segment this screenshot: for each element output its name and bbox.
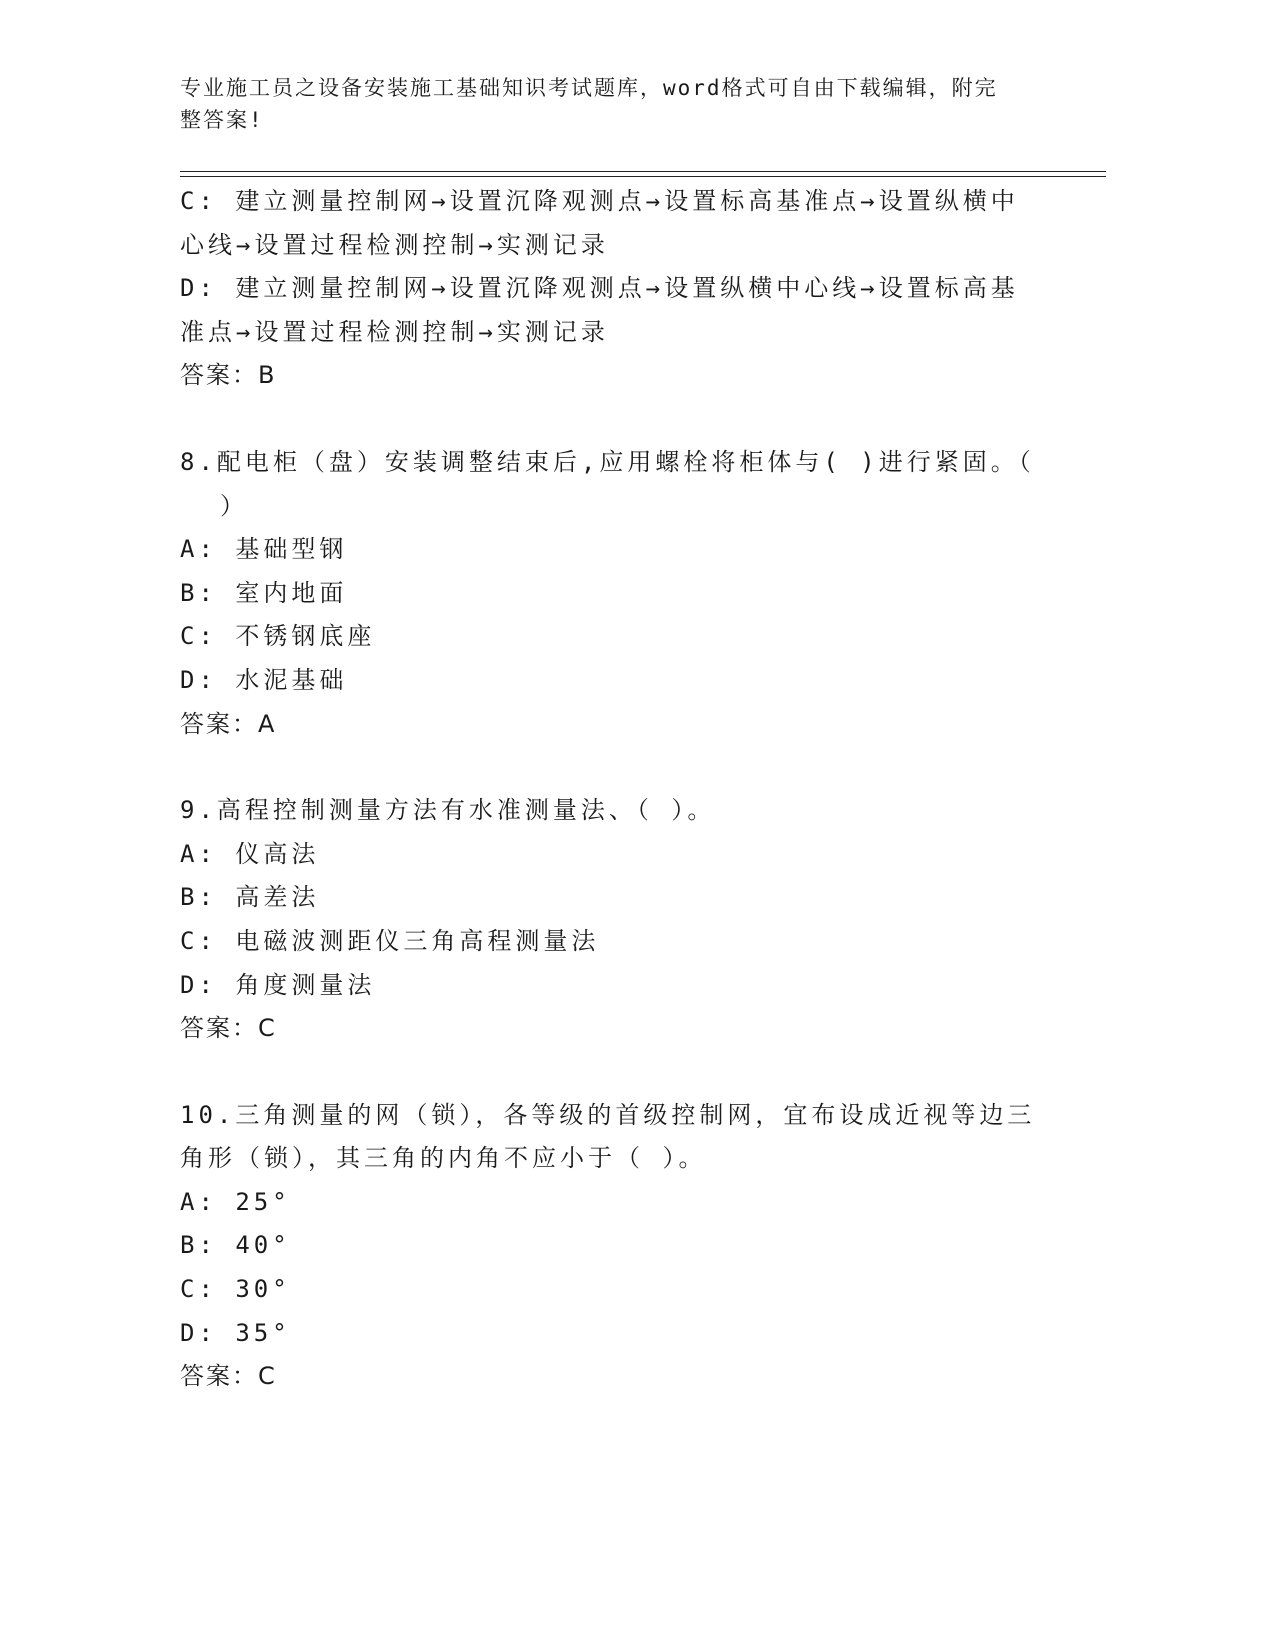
header-divider-top <box>180 171 1106 172</box>
header-line-1: 专业施工员之设备安装施工基础知识考试题库，word格式可自由下载编辑，附完 <box>180 76 998 100</box>
option-a: A: 仪高法 <box>180 839 320 868</box>
option-d-line-2: 准点→设置过程检测控制→实测记录 <box>180 317 609 346</box>
option-b: B: 室内地面 <box>180 578 348 607</box>
option-c: C: 不锈钢底座 <box>180 622 376 651</box>
question-content <box>180 180 1040 1399</box>
question-stem-line-1: 10.三角测量的网（锁），各等级的首级控制网，宜布设成近视等边三 <box>180 1100 1036 1129</box>
option-a: A: 基础型钢 <box>180 535 348 564</box>
header-divider-bottom <box>180 176 1106 177</box>
answer-label: 答案：C <box>180 1014 277 1043</box>
question-10 <box>180 1094 1040 1399</box>
question-8 <box>180 441 1040 746</box>
question-9 <box>180 789 1040 1051</box>
question-stem: 9.高程控制测量方法有水准测量法、（ ）。 <box>180 796 716 825</box>
option-b: B: 40° <box>180 1231 291 1260</box>
option-d: D: 角度测量法 <box>180 970 376 999</box>
document-header <box>180 72 1040 136</box>
spacer <box>180 1051 1040 1094</box>
option-a: A: 25° <box>180 1187 291 1216</box>
option-d: D: 水泥基础 <box>180 665 348 694</box>
option-c-line-2: 心线→设置过程检测控制→实测记录 <box>180 230 609 259</box>
header-line-2: 整答案! <box>180 108 264 132</box>
option-c-line-1: C: 建立测量控制网→设置沉降观测点→设置标高基准点→设置纵横中 <box>180 187 1019 215</box>
answer-label: 答案：A <box>180 709 277 738</box>
question-stem-line-2: 角形（锁），其三角的内角不应小于（ ）。 <box>180 1144 707 1173</box>
answer-label: 答案：B <box>180 361 277 390</box>
option-d: D: 35° <box>180 1318 291 1347</box>
option-c: C: 电磁波测距仪三角高程测量法 <box>180 926 600 955</box>
option-c: C: 30° <box>180 1275 291 1304</box>
answer-label: 答案：C <box>180 1362 277 1391</box>
option-d-line-1: D: 建立测量控制网→设置沉降观测点→设置纵横中心线→设置标高基 <box>180 274 1019 303</box>
spacer <box>180 398 1040 441</box>
question-7-tail <box>180 180 1040 398</box>
option-b: B: 高差法 <box>180 883 320 912</box>
question-stem-line-2: ） <box>220 491 248 520</box>
spacer <box>180 746 1040 789</box>
question-stem-line-1: 8.配电柜（盘）安装调整结束后,应用螺栓将柜体与( )进行紧固。（ <box>180 447 1035 476</box>
